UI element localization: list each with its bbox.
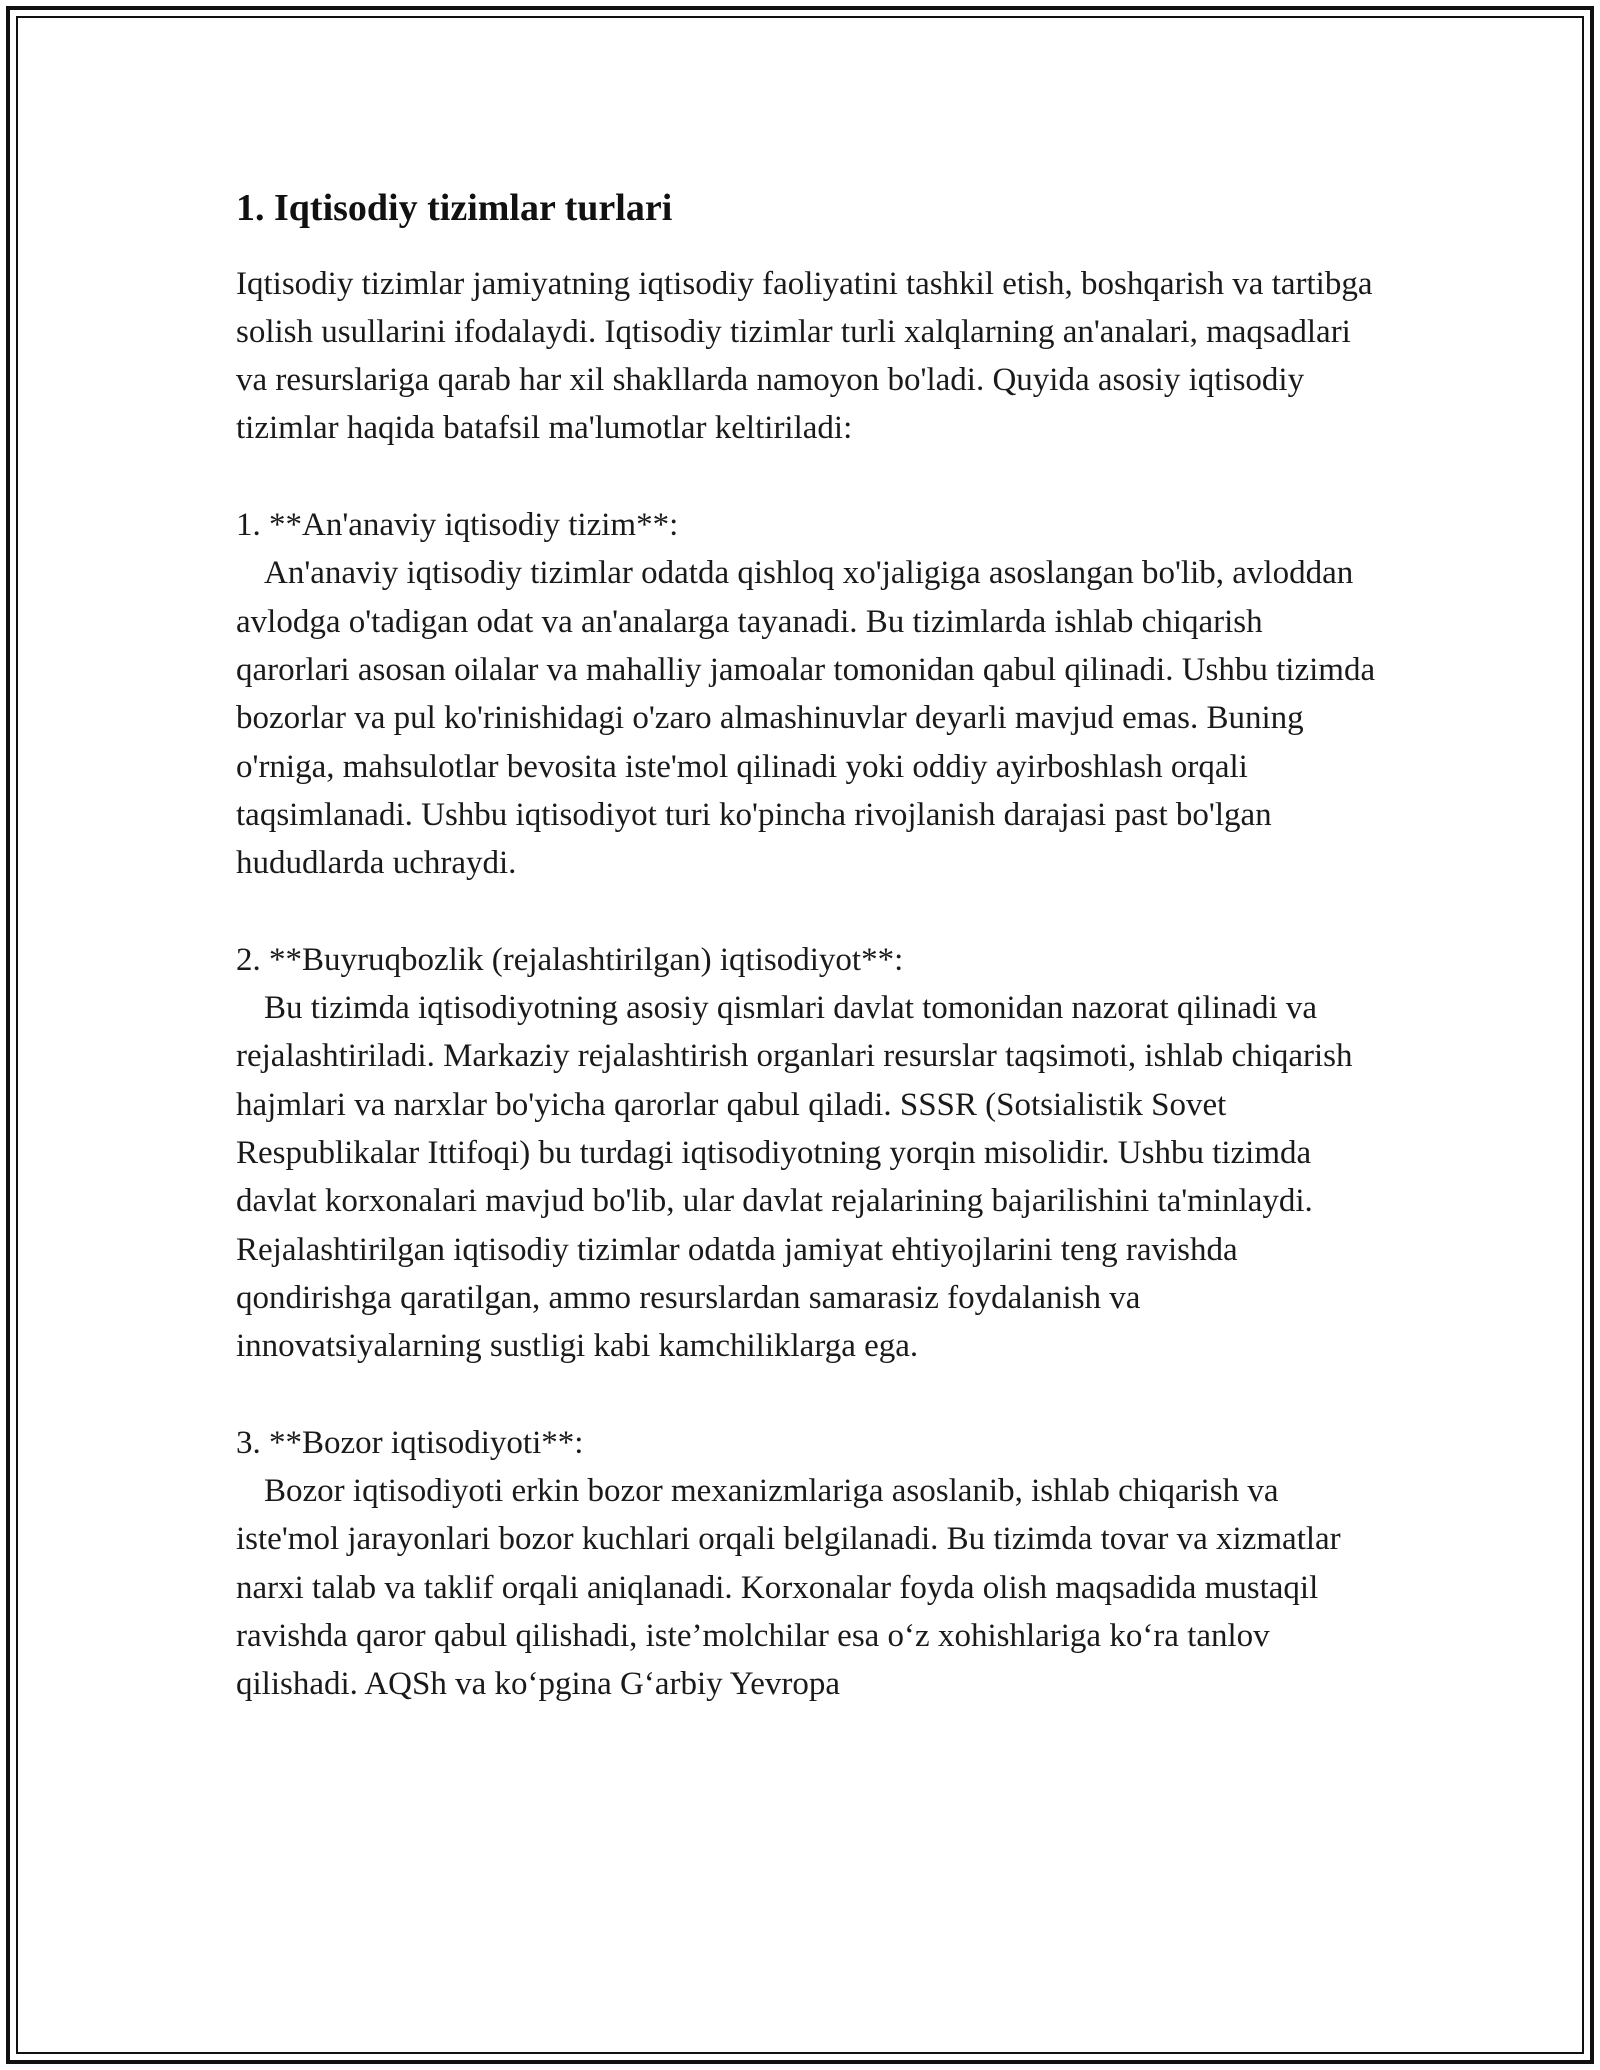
section-body: An'anaviy iqtisodiy tizimlar odatda qishloq xo'jaligiga asoslangan bo'lib, avloddan avlodga o'tadigan odat va an'analarga tayanadi. Bu tizimlarda ishlab chiqarish qarorlari asosan oilalar va mahalliy jamoalar tomonidan qabul qilinadi. Ushbu tizimda bozorlar va pul ko'rinishidagi o'zaro almashinuvlar deyarli mavjud emas. Buning o'rniga, mahsulotlar bevosita iste'mol qilinadi yoki oddiy ayirboshlash orqali taqsimlanadi. Ushbu iqtisodiyot turi ko'pincha rivojlanish darajasi past bo'lgan hududlarda uchraydi. <box>236 555 1384 882</box>
section-command-economy <box>236 936 1376 1371</box>
section-heading: 2. **Buyruqbozlik (rejalashtirilgan) iqtisodiyot**: <box>236 941 904 978</box>
document-content <box>236 186 1384 1757</box>
section-body: Bozor iqtisodiyoti erkin bozor mexanizmlariga asoslanib, ishlab chiqarish va iste'mol jarayonlari bozor kuchlari orqali belgilanadi. Bu tizimda tovar va xizmatlar narxi talab va taklif orqali aniqlanadi. Korxonalar foyda olish maqsadida mustaqil ravishda qaror qabul qilishadi, iste’molchilar esa o‘z xohishlariga ko‘ra tanlov qilishadi. AQSh va ko‘pgina G‘arbiy Yevropa <box>236 1473 1349 1703</box>
section-body: Bu tizimda iqtisodiyotning asosiy qismlari davlat tomonidan nazorat qilinadi va rejalashtiriladi. Markaziy rejalashtirish organlari resurslar taqsimoti, ishlab chiqarish hajmlari va narxlar bo'yicha qarorlar qabul qiladi. SSSR (Sotsialistik Sovet Respublikalar Ittifoqi) bu turdagi iqtisodiyotning yorqin misolidir. Ushbu tizimda davlat korxonalari mavjud bo'lib, ular davlat rejalarining bajarilishini ta'minlaydi. Rejalashtirilgan iqtisodiy tizimlar odatda jamiyat ehtiyojlarini teng ravishda qondirishga qaratilgan, ammo resurslardan samarasiz foydalanish va innovatsiyalarning sustligi kabi kamchiliklarga ega. <box>236 990 1361 1365</box>
section-heading: 3. **Bozor iqtisodiyoti**: <box>236 1424 584 1461</box>
intro-paragraph: Iqtisodiy tizimlar jamiyatning iqtisodiy faoliyatini tashkil etish, boshqarish va tartibga solish usullarini ifodalaydi. Iqtisodiy tizimlar turli xalqlarning an'analari, maqsadlari va resurslariga qarab har xil shakllarda namoyon bo'ladi. Quyida asosiy iqtisodiy tizimlar haqida batafsil ma'lumotlar keltiriladi: <box>236 265 1381 447</box>
section-traditional-economy <box>236 501 1384 887</box>
section-market-economy <box>236 1419 1376 1709</box>
section-heading: 1. **An'anaviy iqtisodiy tizim**: <box>236 507 679 544</box>
document-title: 1. Iqtisodiy tizimlar turlari <box>236 187 673 229</box>
